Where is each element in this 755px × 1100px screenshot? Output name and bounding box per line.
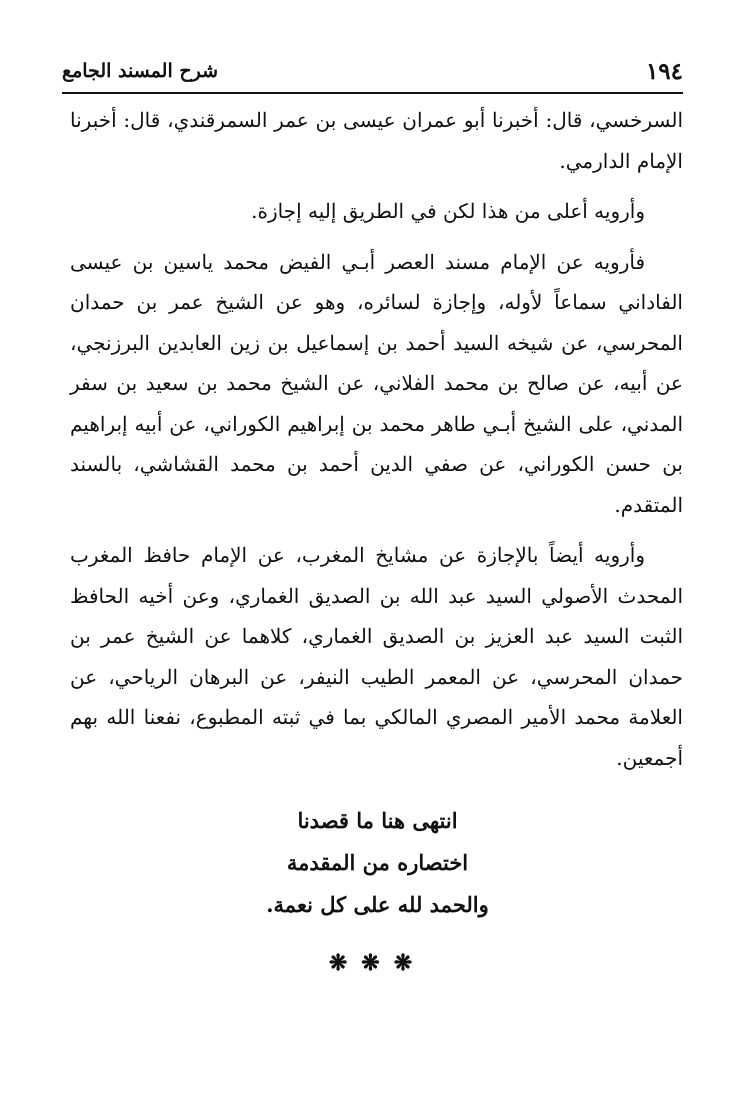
paragraph-3: فأرويه عن الإمام مسند العصر أبـي الفيض محمد ياسين بن عيسى الفاداني سماعاً لأوله، وإجازة لسائره، وهو عن الشيخ عمر بن حمدان المحرسي، عن شيخه السيد أحمد بن إسماعيل بن زين العابدين البرزنجي، عن أبيه، عن صالح بن محمد الفلاني، عن الشيخ محمد بن سعيد بن سفر المدني، على الشيخ أبـي طاهر محمد بن إبراهيم الكوراني، عن أبيه إبراهيم بن حسن الكوراني، عن صفي الدين أحمد بن محمد القشاشي، بالسند المتقدم. bbox=[70, 249, 683, 517]
running-title: شرح المسند الجامع bbox=[62, 60, 219, 82]
closing-line-3: والحمد لله على كل نعمة. bbox=[266, 892, 489, 917]
closing-statement bbox=[0, 800, 755, 926]
end-ornament-icon: ❋❋❋ bbox=[328, 950, 427, 976]
closing-line-2: اختصاره من المقدمة bbox=[286, 850, 469, 875]
paragraph-4: وأرويه أيضاً بالإجازة عن مشايخ المغرب، عن الإمام حافظ المغرب المحدث الأصولي السيد عبد الله بن الصديق الغماري، وعن أخيه الحافظ الثبت السيد عبد العزيز بن الصديق الغماري، كلاهما عن الشيخ عمر بن حمدان المحرسي، عن المعمر الطيب النيفر، عن البرهان الرياحي، عن العلامة محمد الأمير المصري المالكي بما في ثبته المطبوع، نفعنا الله بهم أجمعين. bbox=[70, 543, 683, 770]
paragraph-2: وأرويه أعلى من هذا لكن في الطريق إليه إجازة. bbox=[251, 199, 645, 223]
closing-line-1: انتهى هنا ما قصدنا bbox=[297, 808, 458, 833]
paragraph-1: السرخسي، قال: أخبرنا أبو عمران عيسى بن عمر السمرقندي، قال: أخبرنا الإمام الدارمي. bbox=[70, 108, 683, 173]
page-number: ١٩٤ bbox=[645, 58, 683, 85]
page-header bbox=[62, 52, 683, 94]
main-text bbox=[70, 100, 683, 788]
